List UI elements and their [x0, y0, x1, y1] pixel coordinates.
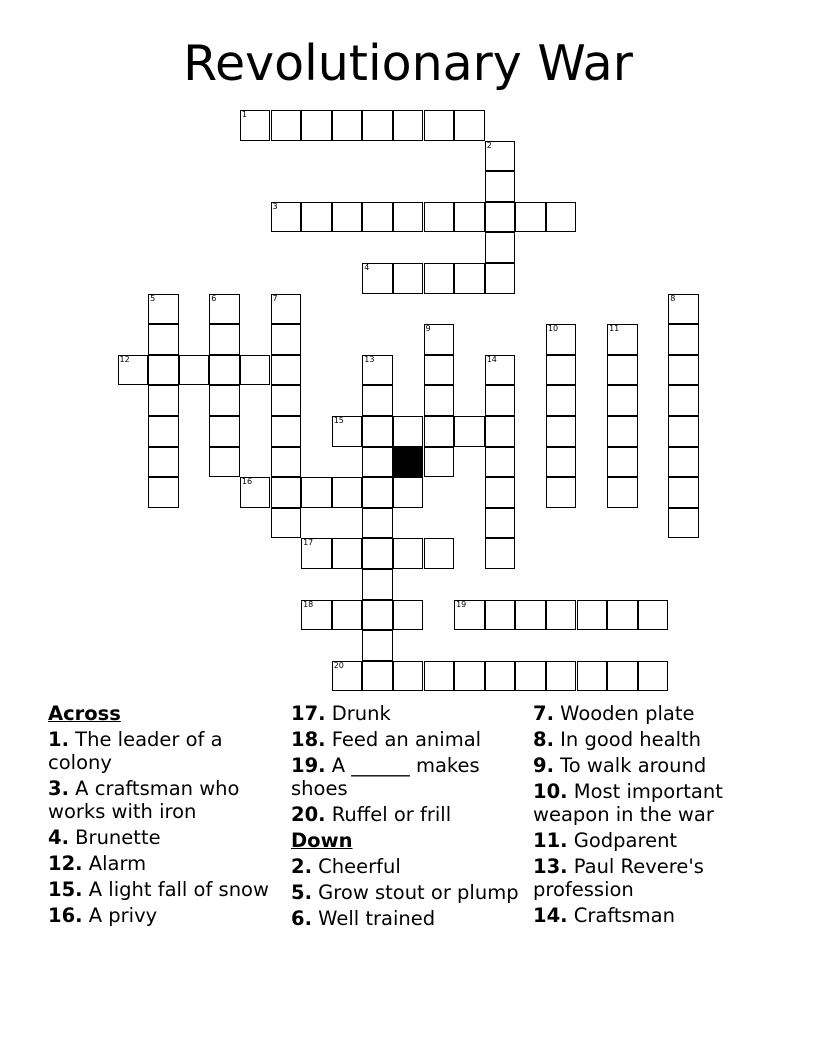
crossword-cell[interactable]	[301, 202, 332, 233]
crossword-cell[interactable]	[424, 202, 455, 233]
crossword-cell[interactable]	[209, 294, 240, 325]
crossword-cell[interactable]	[332, 477, 363, 508]
clue-text: Godparent	[567, 829, 678, 852]
clue-item	[533, 780, 773, 826]
clue-item	[48, 852, 288, 875]
crossword-cell[interactable]	[454, 416, 485, 447]
crossword-cell[interactable]	[454, 600, 485, 631]
crossword-cell[interactable]	[362, 538, 393, 569]
crossword-cell[interactable]	[424, 263, 455, 294]
clue-heading-across: Across	[48, 702, 121, 725]
crossword-cell[interactable]	[607, 600, 638, 631]
clue-number: 14.	[533, 904, 568, 927]
crossword-cell[interactable]	[607, 355, 638, 386]
clue-item	[48, 777, 288, 823]
clue-number-label: 19	[456, 599, 467, 609]
crossword-cell[interactable]	[148, 355, 179, 386]
clue-item	[533, 855, 773, 901]
crossword-cell[interactable]	[271, 355, 302, 386]
crossword-cell[interactable]	[332, 202, 363, 233]
crossword-cell[interactable]	[638, 600, 669, 631]
crossword-cell[interactable]	[454, 202, 485, 233]
clue-number-label: 9	[425, 324, 431, 334]
clue-number-label: 14	[486, 354, 497, 364]
clue-column-1	[48, 702, 288, 930]
crossword-cell[interactable]	[424, 447, 455, 478]
crossword-cell[interactable]	[546, 355, 577, 386]
crossword-cell[interactable]	[393, 477, 424, 508]
crossword-cell[interactable]	[209, 385, 240, 416]
clue-text: To walk around	[553, 754, 707, 777]
crossword-cell[interactable]	[546, 385, 577, 416]
crossword-cell[interactable]	[148, 324, 179, 355]
clue-number: 11.	[533, 829, 568, 852]
crossword-cell[interactable]	[546, 661, 577, 692]
crossword-cell[interactable]	[362, 630, 393, 661]
crossword-cell[interactable]	[271, 110, 302, 141]
clue-text: A ______ makes shoes	[291, 754, 480, 800]
crossword-cell[interactable]	[546, 416, 577, 447]
crossword-cell[interactable]	[515, 202, 546, 233]
clue-number: 17.	[291, 702, 326, 725]
clue-item	[48, 904, 288, 927]
crossword-cell[interactable]	[485, 202, 516, 233]
crossword-cell[interactable]	[393, 263, 424, 294]
clue-number: 16.	[48, 904, 83, 927]
clue-item	[291, 702, 531, 725]
clue-number-label: 6	[211, 293, 217, 303]
clue-text: Well trained	[311, 907, 436, 930]
crossword-cell[interactable]	[271, 508, 302, 539]
clue-number: 19.	[291, 754, 326, 777]
clue-text: Grow stout or plump	[311, 881, 519, 904]
crossword-cell[interactable]	[148, 385, 179, 416]
clue-number: 20.	[291, 803, 326, 826]
clue-number-label: 5	[150, 293, 156, 303]
crossword-cell[interactable]	[454, 661, 485, 692]
clue-column-3	[533, 702, 773, 930]
crossword-cell[interactable]	[668, 294, 699, 325]
clue-text: A craftsman who works with iron	[48, 777, 240, 823]
crossword-cell[interactable]	[148, 416, 179, 447]
crossword-cell[interactable]	[607, 447, 638, 478]
clue-number-label: 3	[272, 201, 278, 211]
clue-number-label: 15	[333, 416, 344, 425]
clue-item	[533, 702, 773, 725]
clue-number: 8.	[533, 728, 554, 751]
crossword-cell[interactable]	[577, 600, 608, 631]
clue-number: 3.	[48, 777, 69, 800]
crossword-cell[interactable]	[362, 416, 393, 447]
crossword-cell[interactable]	[485, 171, 516, 202]
crossword-cell[interactable]	[362, 385, 393, 416]
crossword-cell[interactable]	[332, 110, 363, 141]
crossword-cell[interactable]	[485, 232, 516, 263]
crossword-cell[interactable]	[424, 416, 455, 447]
crossword-cell[interactable]	[271, 416, 302, 447]
crossword-cell[interactable]	[454, 110, 485, 141]
crossword-cell[interactable]	[271, 477, 302, 508]
crossword-cell[interactable]	[148, 477, 179, 508]
clue-item	[533, 904, 773, 927]
clue-number-label: 2	[486, 140, 492, 150]
crossword-black-square	[393, 447, 424, 478]
clue-number-label: 12	[119, 354, 130, 364]
crossword-cell[interactable]	[638, 661, 669, 692]
clue-item	[291, 907, 531, 930]
clue-number-label: 1	[241, 110, 247, 119]
crossword-cell[interactable]	[424, 385, 455, 416]
crossword-cell[interactable]	[424, 110, 455, 141]
clue-heading-down: Down	[291, 829, 353, 852]
crossword-cell[interactable]	[301, 538, 332, 569]
crossword-cell[interactable]	[485, 477, 516, 508]
clue-number-label: 7	[272, 293, 278, 303]
crossword-cell[interactable]	[546, 477, 577, 508]
crossword-cell[interactable]	[118, 355, 149, 386]
clue-number-label: 11	[609, 324, 620, 334]
clue-text: Craftsman	[567, 904, 675, 927]
clue-number: 7.	[533, 702, 554, 725]
clue-text: Most important weapon in the war	[533, 780, 723, 826]
crossword-cell[interactable]	[148, 447, 179, 478]
clue-number: 15.	[48, 878, 83, 901]
crossword-cell[interactable]	[393, 538, 424, 569]
clue-number: 10.	[533, 780, 568, 803]
crossword-cell[interactable]	[271, 447, 302, 478]
clue-item	[291, 728, 531, 751]
clue-number-label: 20	[333, 660, 344, 670]
crossword-cell[interactable]	[485, 263, 516, 294]
clue-item	[291, 754, 531, 800]
clue-item	[533, 829, 773, 852]
crossword-cell[interactable]	[209, 324, 240, 355]
clue-number-label: 8	[670, 293, 676, 303]
crossword-cell[interactable]	[362, 600, 393, 631]
crossword-cell[interactable]	[209, 355, 240, 386]
clue-item	[533, 728, 773, 751]
crossword-cell[interactable]	[668, 385, 699, 416]
crossword-cell[interactable]	[515, 661, 546, 692]
crossword-cell[interactable]	[362, 477, 393, 508]
clue-item	[48, 728, 288, 774]
crossword-cell[interactable]	[332, 538, 363, 569]
clue-item	[48, 878, 288, 901]
crossword-cell[interactable]	[607, 324, 638, 355]
crossword-cell[interactable]	[332, 416, 363, 447]
crossword-cell[interactable]	[393, 600, 424, 631]
clue-text: A light fall of snow	[82, 878, 269, 901]
clue-text: Paul Revere's profession	[533, 855, 704, 901]
crossword-cell[interactable]	[668, 355, 699, 386]
crossword-cell[interactable]	[332, 661, 363, 692]
crossword-cell[interactable]	[393, 416, 424, 447]
crossword-cell[interactable]	[301, 600, 332, 631]
clue-number: 9.	[533, 754, 554, 777]
crossword-cell[interactable]	[668, 447, 699, 478]
crossword-cell[interactable]	[362, 110, 393, 141]
crossword-cell[interactable]	[393, 202, 424, 233]
crossword-cell[interactable]	[485, 661, 516, 692]
crossword-cell[interactable]	[668, 477, 699, 508]
clue-number: 4.	[48, 826, 69, 849]
crossword-cell[interactable]	[485, 385, 516, 416]
crossword-cell[interactable]	[607, 661, 638, 692]
clue-number: 1.	[48, 728, 69, 751]
clue-number: 2.	[291, 855, 312, 878]
crossword-cell[interactable]	[454, 263, 485, 294]
crossword-cell[interactable]	[362, 508, 393, 539]
clue-number-label: 17	[303, 538, 314, 548]
crossword-cell[interactable]	[607, 477, 638, 508]
crossword-cell[interactable]	[546, 202, 577, 233]
clue-number-label: 13	[364, 354, 375, 364]
clue-number-label: 4	[364, 263, 370, 272]
crossword-cell[interactable]	[607, 385, 638, 416]
crossword-cell[interactable]	[271, 385, 302, 416]
clue-text: Wooden plate	[553, 702, 695, 725]
clue-text: In good health	[553, 728, 702, 751]
clue-text: Alarm	[82, 852, 147, 875]
clue-number: 6.	[291, 907, 312, 930]
clue-number-label: 16	[241, 477, 253, 487]
crossword-cell[interactable]	[240, 477, 271, 508]
crossword-cell[interactable]	[485, 600, 516, 631]
crossword-cell[interactable]	[515, 600, 546, 631]
crossword-cell[interactable]	[362, 661, 393, 692]
crossword-cell[interactable]	[485, 355, 516, 386]
crossword-cell[interactable]	[332, 600, 363, 631]
crossword-cell[interactable]	[668, 508, 699, 539]
crossword-cell[interactable]	[209, 447, 240, 478]
crossword-cell[interactable]	[240, 355, 271, 386]
crossword-cell[interactable]	[424, 355, 455, 386]
crossword-cell[interactable]	[393, 110, 424, 141]
crossword-cell[interactable]	[424, 538, 455, 569]
clue-item	[48, 826, 288, 849]
page-title: Revolutionary War	[183, 35, 633, 92]
clue-number: 12.	[48, 852, 83, 875]
clue-text: Ruffel or frill	[325, 803, 452, 826]
crossword-cell[interactable]	[546, 600, 577, 631]
crossword-cell[interactable]	[271, 324, 302, 355]
crossword-cell[interactable]	[668, 416, 699, 447]
crossword-cell[interactable]	[424, 324, 455, 355]
crossword-cell[interactable]	[485, 141, 516, 172]
crossword-cell[interactable]	[209, 416, 240, 447]
crossword-cell[interactable]	[577, 661, 608, 692]
clue-item	[533, 754, 773, 777]
crossword-cell[interactable]	[362, 569, 393, 600]
crossword-cell[interactable]	[240, 110, 271, 141]
crossword-cell[interactable]	[485, 447, 516, 478]
crossword-cell[interactable]	[607, 416, 638, 447]
crossword-cell[interactable]	[546, 447, 577, 478]
clue-text: The leader of a colony	[48, 728, 223, 774]
crossword-cell[interactable]	[362, 447, 393, 478]
crossword-cell[interactable]	[148, 294, 179, 325]
crossword-cell[interactable]	[301, 477, 332, 508]
clue-number-label: 18	[303, 599, 314, 609]
clue-item	[291, 803, 531, 826]
crossword-cell[interactable]	[362, 263, 393, 294]
clue-item	[291, 881, 531, 904]
crossword-cell[interactable]	[485, 508, 516, 539]
crossword-cell[interactable]	[668, 324, 699, 355]
crossword-cell[interactable]	[179, 355, 210, 386]
crossword-cell[interactable]	[271, 294, 302, 325]
clue-number-label: 10	[547, 324, 559, 334]
clue-column-2	[291, 702, 531, 933]
crossword-cell[interactable]	[362, 355, 393, 386]
crossword-cell[interactable]	[485, 538, 516, 569]
crossword-cell[interactable]	[546, 324, 577, 355]
clue-text: Cheerful	[311, 855, 401, 878]
crossword-cell[interactable]	[393, 661, 424, 692]
clue-number: 13.	[533, 855, 568, 878]
crossword-cell[interactable]	[301, 110, 332, 141]
crossword-cell[interactable]	[424, 661, 455, 692]
clue-text: Drunk	[325, 702, 391, 725]
clue-number: 5.	[291, 881, 312, 904]
clue-text: Feed an animal	[325, 728, 482, 751]
crossword-cell[interactable]	[485, 416, 516, 447]
clue-text: Brunette	[68, 826, 161, 849]
clue-text: A privy	[82, 904, 158, 927]
clue-number: 18.	[291, 728, 326, 751]
crossword-cell[interactable]	[271, 202, 302, 233]
clue-item	[291, 855, 531, 878]
crossword-cell[interactable]	[362, 202, 393, 233]
